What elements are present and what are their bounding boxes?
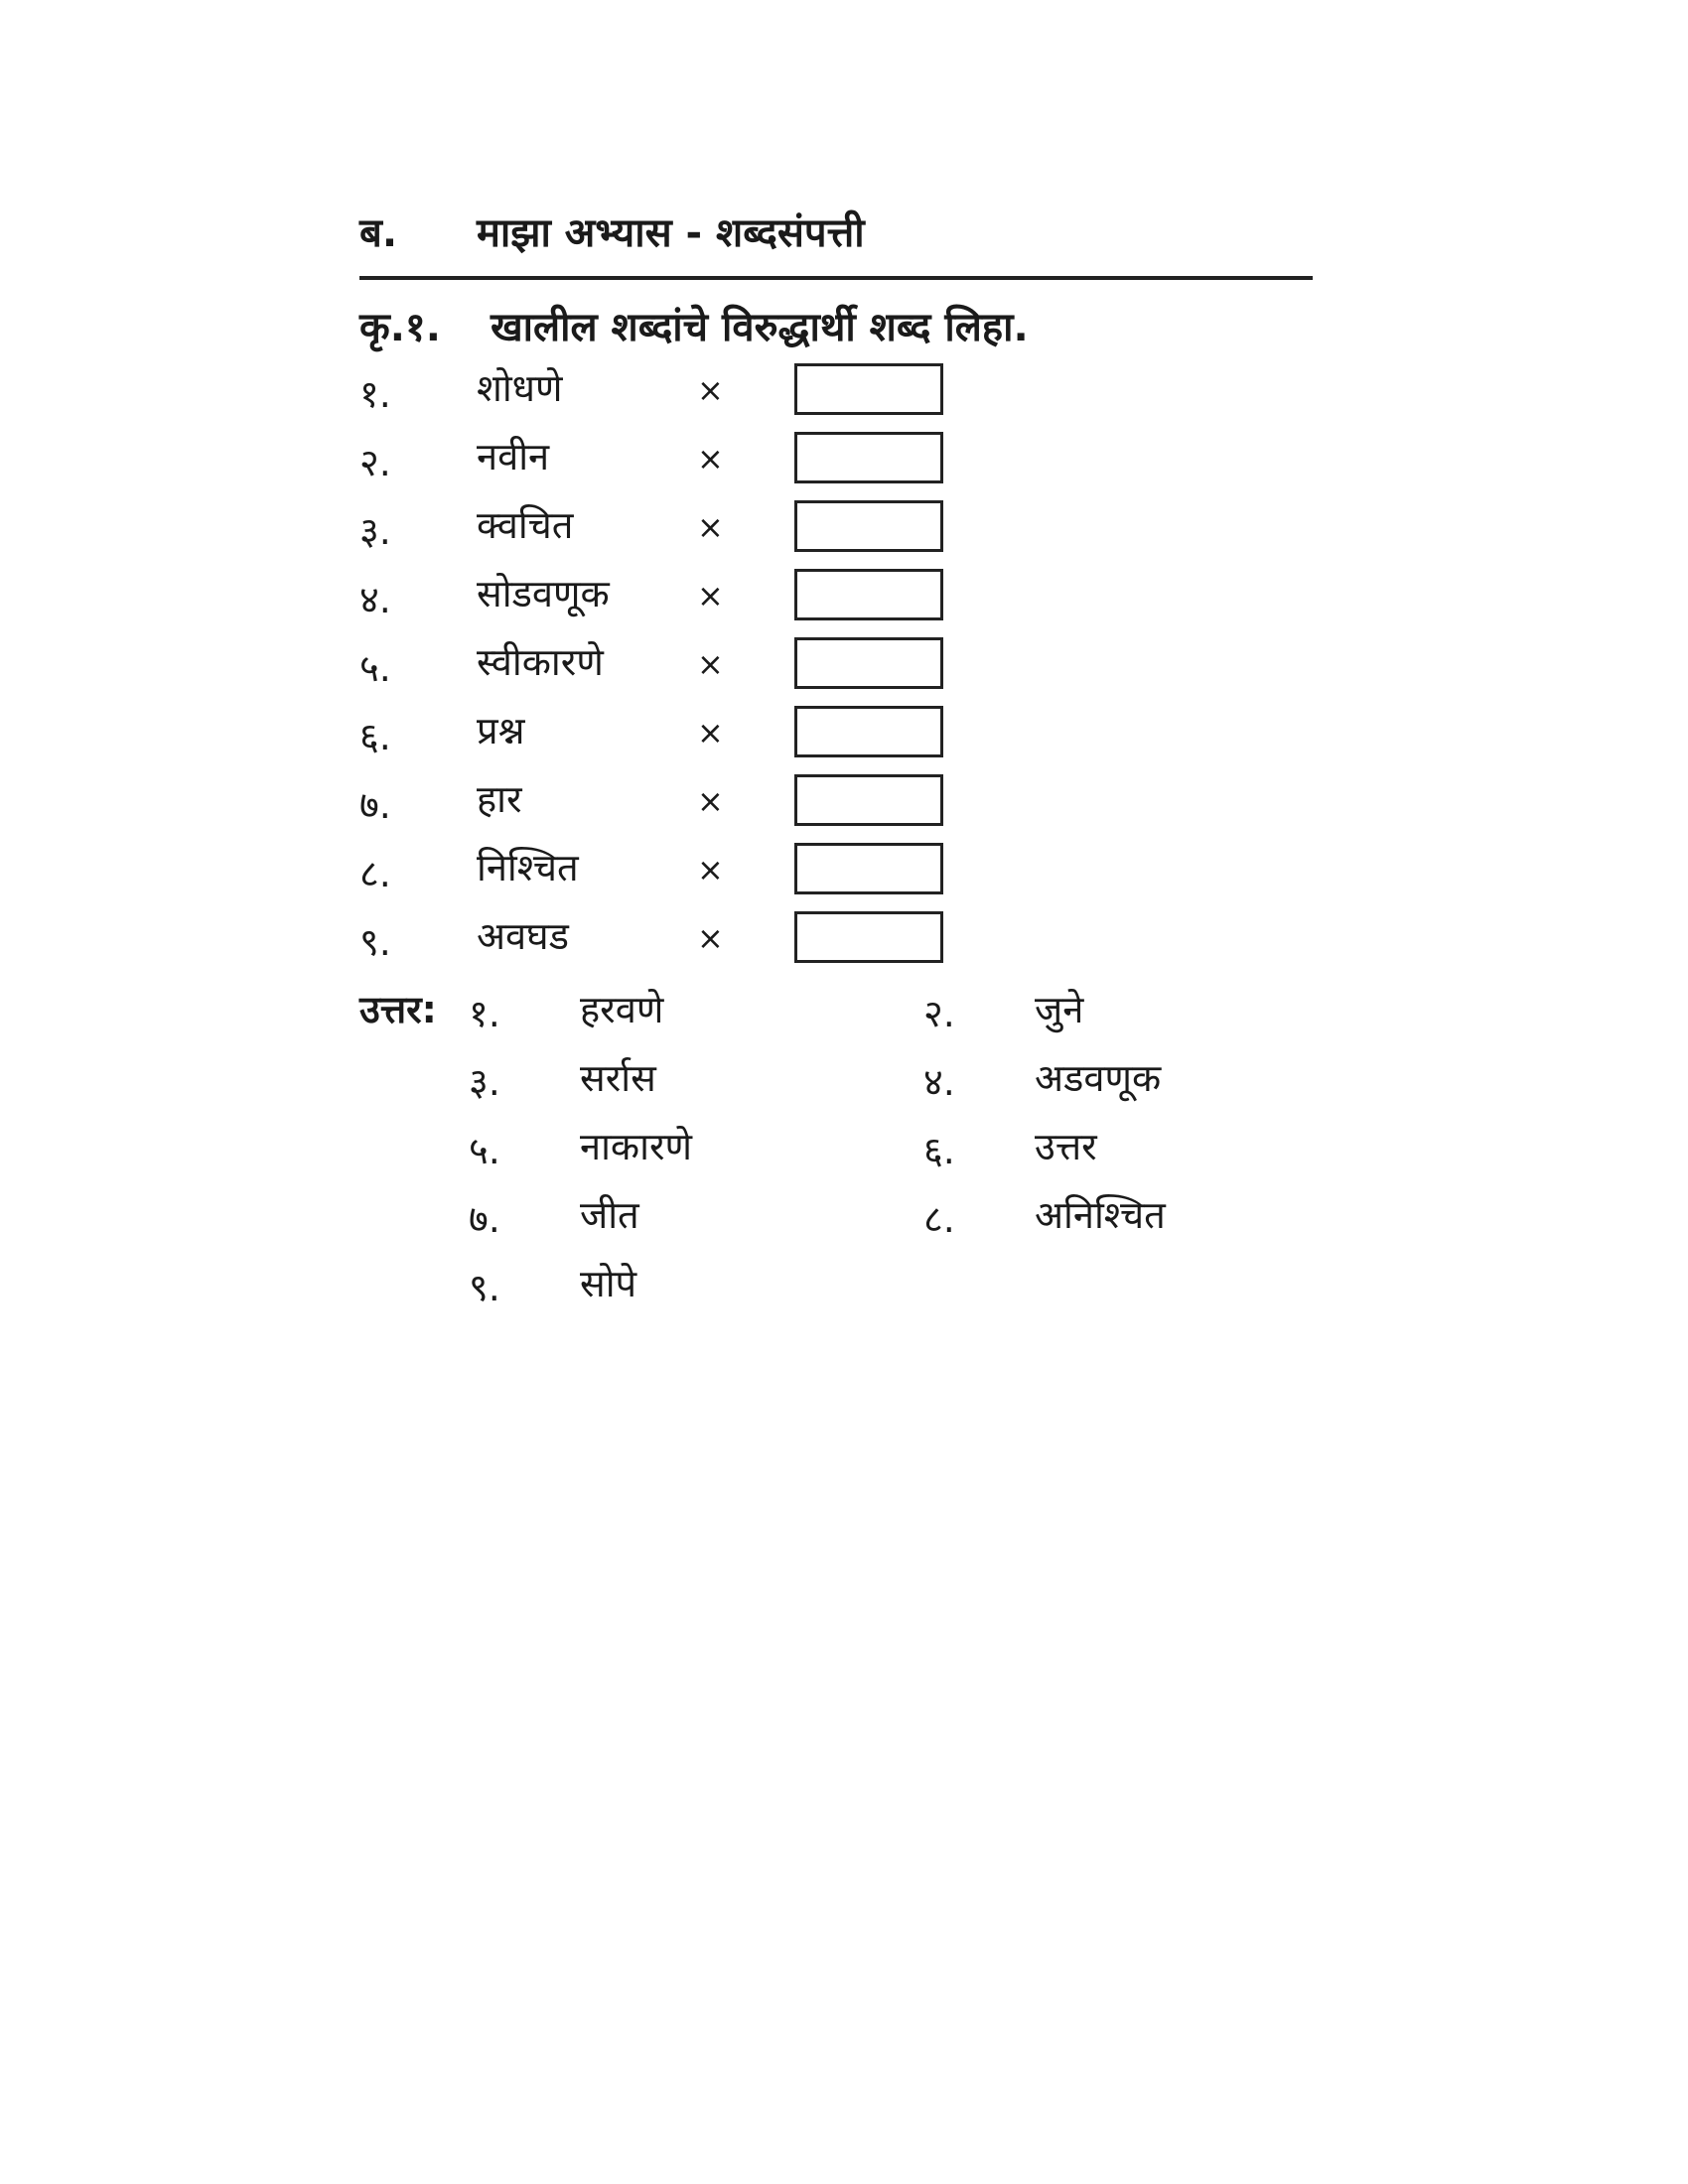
answer-word: जीत (580, 1193, 639, 1237)
answer-label: उत्तर: (359, 988, 437, 1031)
exercise-item-3 (359, 496, 1055, 565)
item-number: ६. (359, 715, 391, 758)
answer-word: अडवणूक (1035, 1056, 1162, 1100)
item-word: नवीन (477, 435, 550, 478)
opposite-symbol: × (697, 508, 724, 546)
opposite-symbol: × (697, 440, 724, 478)
answer-number: १. (469, 992, 500, 1035)
exercise-item-2 (359, 428, 1055, 496)
section-header (359, 204, 1313, 263)
exercise-item-8 (359, 839, 1055, 907)
item-word: प्रश्न (477, 709, 525, 752)
answer-box[interactable] (794, 363, 943, 415)
exercise-item-4 (359, 565, 1055, 633)
question-text: खालील शब्दांचे विरुद्धार्थी शब्द लिहा. (490, 305, 1029, 350)
section-title: माझा अभ्यास - शब्दसंपत्ती (477, 210, 865, 256)
item-number: २. (359, 441, 391, 484)
answer-word: अनिश्चित (1035, 1193, 1166, 1237)
answer-number: ८. (923, 1197, 955, 1241)
header-divider (359, 276, 1313, 280)
answer-row-1 (359, 983, 1253, 1042)
exercise-item-7 (359, 770, 1055, 839)
answer-row-5 (359, 1257, 1253, 1316)
item-number: ८. (359, 852, 391, 895)
answer-word: सोपे (580, 1262, 637, 1305)
answer-number: ९. (469, 1266, 500, 1309)
item-word: क्वचित (477, 503, 574, 547)
exercise-list (359, 359, 1055, 976)
answer-number: २. (923, 992, 955, 1035)
section-label: ब. (359, 210, 398, 256)
item-word: सोडवणूक (477, 572, 610, 615)
answer-box[interactable] (794, 706, 943, 757)
answer-number: ७. (469, 1197, 500, 1241)
item-number: ५. (359, 646, 391, 690)
answer-number: ३. (469, 1060, 500, 1104)
answer-word: हरवणे (580, 988, 664, 1031)
exercise-item-6 (359, 702, 1055, 770)
opposite-symbol: × (697, 851, 724, 888)
item-number: १. (359, 372, 391, 416)
opposite-symbol: × (697, 371, 724, 409)
answer-box[interactable] (794, 843, 943, 894)
opposite-symbol: × (697, 782, 724, 820)
opposite-symbol: × (697, 645, 724, 683)
question-heading (359, 298, 1029, 352)
opposite-symbol: × (697, 714, 724, 751)
exercise-item-9 (359, 907, 1055, 976)
answer-number: ५. (469, 1129, 500, 1172)
answer-box[interactable] (794, 911, 943, 963)
exercise-item-1 (359, 359, 1055, 428)
item-word: निश्चित (477, 846, 579, 889)
item-number: ३. (359, 509, 391, 553)
answer-word: उत्तर (1035, 1125, 1097, 1168)
item-number: ९. (359, 920, 391, 964)
item-word: अवघड (477, 914, 569, 958)
opposite-symbol: × (697, 919, 724, 957)
item-word: हार (477, 777, 522, 821)
answer-number: ४. (923, 1060, 955, 1104)
answer-box[interactable] (794, 774, 943, 826)
answer-box[interactable] (794, 500, 943, 552)
item-number: ७. (359, 783, 391, 827)
item-word: शोधणे (477, 366, 563, 410)
answer-row-4 (359, 1188, 1253, 1248)
answer-row-3 (359, 1120, 1253, 1179)
answer-word: जुने (1035, 988, 1084, 1031)
answer-box[interactable] (794, 569, 943, 620)
item-number: ४. (359, 578, 391, 621)
answer-word: नाकारणे (580, 1125, 692, 1168)
exercise-item-5 (359, 633, 1055, 702)
answer-box[interactable] (794, 637, 943, 689)
answer-box[interactable] (794, 432, 943, 483)
question-number: कृ.१. (359, 305, 441, 350)
opposite-symbol: × (697, 577, 724, 614)
answer-word: सर्रास (580, 1056, 656, 1100)
item-word: स्वीकारणे (477, 640, 604, 684)
answer-row-2 (359, 1051, 1253, 1111)
answer-number: ६. (923, 1129, 955, 1172)
